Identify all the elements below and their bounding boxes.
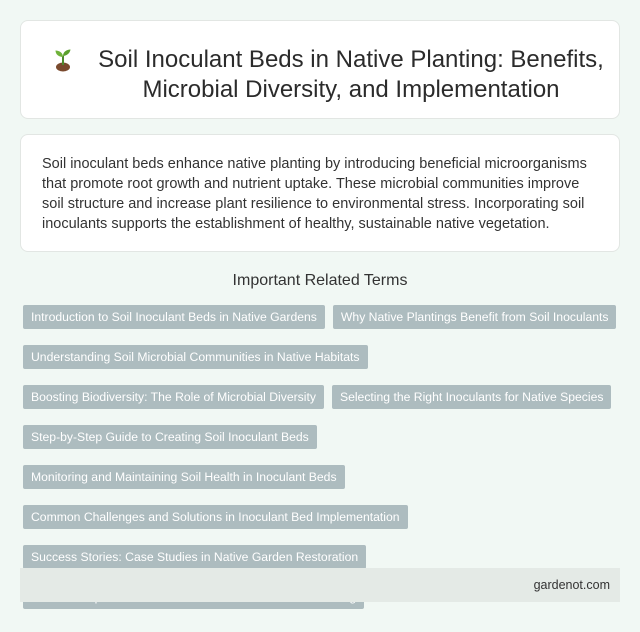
related-term-tag[interactable]: Monitoring and Maintaining Soil Health in Inoculant Beds <box>23 465 345 489</box>
related-term-tag[interactable]: Common Challenges and Solutions in Inoculant Bed Implementation <box>23 505 408 529</box>
seedling-icon <box>49 45 77 73</box>
related-term-tag[interactable]: Step-by-Step Guide to Creating Soil Inoculant Beds <box>23 425 317 449</box>
related-term-tag[interactable]: Success Stories: Case Studies in Native Garden Restoration <box>23 545 366 569</box>
related-terms-list <box>23 305 623 609</box>
related-term-tag[interactable]: Selecting the Right Inoculants for Native Species <box>332 385 612 409</box>
related-term-tag[interactable]: Understanding Soil Microbial Communities in Native Habitats <box>23 345 368 369</box>
summary-card <box>20 134 620 252</box>
footer-site-link[interactable]: gardenot.com <box>533 578 610 592</box>
footer <box>20 568 620 602</box>
title-card <box>20 20 620 119</box>
related-term-tag[interactable]: Why Native Plantings Benefit from Soil Inoculants <box>333 305 617 329</box>
related-term-tag[interactable]: Introduction to Soil Inoculant Beds in Native Gardens <box>23 305 325 329</box>
summary-text: Soil inoculant beds enhance native planting by introducing beneficial microorganisms that promote root growth and nutrient uptake. These microbial communities improve soil structure and increase plant resilience to environmental stress. Incorporating soil inoculants supports the establishment of healthy, sustainable native vegetation. <box>42 156 587 232</box>
page-title: Soil Inoculant Beds in Native Planting: Benefits, Microbial Diversity, and Implementation <box>98 46 604 103</box>
related-terms-heading: Important Related Terms <box>232 272 408 289</box>
related-term-tag[interactable]: Boosting Biodiversity: The Role of Microbial Diversity <box>23 385 324 409</box>
